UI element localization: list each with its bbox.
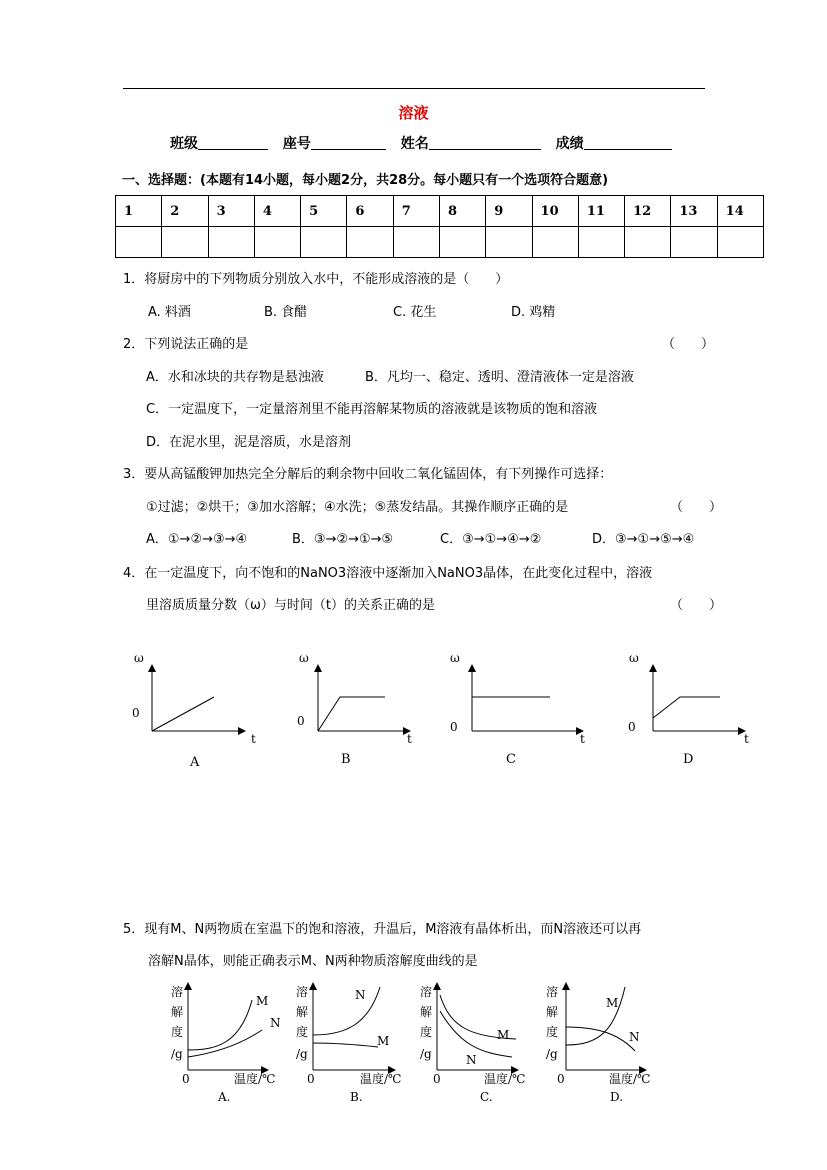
q5-a-curve-label-m: M xyxy=(256,994,269,1008)
q5-d-ylabel-4: /g xyxy=(546,1047,558,1061)
q1-option-d: D. 鸡精 xyxy=(511,305,556,320)
q4-d-curve xyxy=(653,697,720,718)
answer-header-cell: 8 xyxy=(439,196,485,227)
answer-cell[interactable] xyxy=(347,227,393,258)
score-label: 成绩 xyxy=(555,136,584,152)
section-heading: 一、选择题：(本题有14小题，每小题2分，共28分。每小题只有一个选项符合题意) xyxy=(122,173,609,188)
answer-header-cell: 11 xyxy=(578,196,624,227)
score-field[interactable] xyxy=(584,135,672,150)
q5-b-ylabel-2: 解 xyxy=(296,1005,309,1019)
q3-option-c: C．③→①→④→② xyxy=(440,532,542,547)
q5-a-label: A. xyxy=(218,1090,231,1104)
q5-a-ylabel-2: 解 xyxy=(171,1005,184,1019)
q5-a-origin: 0 xyxy=(182,1072,190,1086)
answer-header-cell: 13 xyxy=(671,196,717,227)
q3-line2: ①过滤；②烘干；③加水溶解；④水洗；⑤蒸发结晶。其操作顺序正确的是 xyxy=(146,500,569,515)
q5-b-curve-label-m: M xyxy=(377,1034,390,1048)
q5-d-origin: 0 xyxy=(557,1072,565,1086)
q2-stem: 2．下列说法正确的是 xyxy=(123,337,249,352)
answer-cell[interactable] xyxy=(439,227,485,258)
q5-c-ylabel-4: /g xyxy=(420,1047,432,1061)
q5-a-curve-label-n: N xyxy=(270,1016,281,1030)
answer-header-cell: 9 xyxy=(486,196,532,227)
q5-a-ylabel-3: 度 xyxy=(171,1025,184,1039)
q5-c-curve-label-m: M xyxy=(497,1028,510,1042)
q5-c-ylabel-1: 溶 xyxy=(420,985,433,999)
q4-c-origin: 0 xyxy=(450,720,458,734)
q4-b-origin: 0 xyxy=(297,714,305,728)
q5-graph-a xyxy=(171,983,281,1104)
answer-header-cell: 12 xyxy=(625,196,671,227)
q5-a-curve-m xyxy=(188,1000,252,1050)
q5-c-xlabel: 温度/℃ xyxy=(484,1072,526,1086)
name-field[interactable] xyxy=(429,135,541,150)
answer-cell[interactable] xyxy=(393,227,439,258)
q1-stem: 1．将厨房中的下列物质分别放入水中，不能形成溶液的是（ ） xyxy=(123,272,509,287)
q1-option-a: A. 料酒 xyxy=(148,305,191,320)
q4-a-xaxis: t xyxy=(251,732,256,746)
q5-b-ylabel-3: 度 xyxy=(296,1025,309,1039)
q5-stem-line2: 溶解N晶体，则能正确表示M、N两种物质溶解度曲线的是 xyxy=(148,954,478,969)
q5-graph-c xyxy=(420,983,525,1104)
q5-d-curve-n xyxy=(566,1027,635,1051)
q4-c-yaxis: ω xyxy=(450,651,460,665)
q3-option-d: D．③→①→⑤→④ xyxy=(592,532,695,547)
q5-b-ylabel-1: 溶 xyxy=(296,985,309,999)
seat-field[interactable] xyxy=(311,135,386,150)
q4-stem-line1: 4．在一定温度下，向不饱和的NaNO3溶液中逐渐加入NaNO3晶体，在此变化过程中，溶液 xyxy=(123,566,653,581)
q5-b-curve-m xyxy=(313,1043,378,1047)
q5-a-xlabel: 温度/℃ xyxy=(234,1072,276,1086)
q1-option-b: B. 食醋 xyxy=(264,305,308,320)
q5-d-curve-label-m: M xyxy=(606,996,619,1010)
answer-cell[interactable] xyxy=(254,227,300,258)
q5-d-ylabel-3: 度 xyxy=(546,1025,559,1039)
q1-option-c: C. 花生 xyxy=(393,305,437,320)
q5-stem-line1: 5．现有M、N两物质在室温下的饱和溶液，升温后，M溶液有晶体析出，而N溶液还可以再 xyxy=(123,922,642,937)
q4-a-yaxis: ω xyxy=(134,651,144,665)
q5-graphs xyxy=(0,975,827,1110)
answer-cell[interactable] xyxy=(717,227,763,258)
answer-table-header-row xyxy=(116,196,764,227)
q2-option-b: B．凡均一、稳定、透明、澄清液体一定是溶液 xyxy=(365,370,634,385)
q5-b-ylabel-4: /g xyxy=(296,1047,308,1061)
answer-header-cell: 4 xyxy=(254,196,300,227)
q4-graphs xyxy=(0,640,827,780)
q4-d-origin: 0 xyxy=(628,720,636,734)
q4-graph-d xyxy=(628,651,749,767)
q5-b-origin: 0 xyxy=(307,1072,315,1086)
q4-b-label: B xyxy=(341,752,351,767)
q5-graph-b xyxy=(296,983,401,1104)
q2-option-c: C．一定温度下，一定量溶剂里不能再溶解某物质的溶液就是该物质的饱和溶液 xyxy=(146,402,598,417)
answer-cell[interactable] xyxy=(671,227,717,258)
answer-header-cell: 14 xyxy=(717,196,763,227)
q5-d-xlabel: 温度/℃ xyxy=(609,1072,651,1086)
q5-b-curve-label-n: N xyxy=(355,988,366,1002)
q4-a-origin: 0 xyxy=(132,706,140,720)
q3-stem: 3．要从高锰酸钾加热完全分解后的剩余物中回收二氧化锰固体，有下列操作可选择： xyxy=(123,467,613,482)
q4-stem-line2: 里溶质质量分数（ω）与时间（t）的关系正确的是 xyxy=(146,598,435,613)
answer-header-cell: 2 xyxy=(162,196,208,227)
q5-a-ylabel-4: /g xyxy=(171,1047,183,1061)
q3-answer-paren: （ ） xyxy=(670,500,723,515)
q4-graph-c xyxy=(450,651,585,767)
q5-b-curve-n xyxy=(313,987,380,1035)
q4-a-curve xyxy=(152,697,214,731)
q3-option-a: A．①→②→③→④ xyxy=(146,532,248,547)
q4-a-label: A xyxy=(190,755,200,770)
q2-option-a: A．水和冰块的共存物是悬浊液 xyxy=(146,370,324,385)
q4-c-label: C xyxy=(506,752,516,767)
q5-c-curve-label-n: N xyxy=(466,1053,477,1067)
q4-graph-b xyxy=(297,651,412,767)
q5-c-label: C. xyxy=(480,1090,493,1104)
answer-cell[interactable] xyxy=(486,227,532,258)
answer-header-cell: 6 xyxy=(347,196,393,227)
q5-a-curve-n xyxy=(188,1030,262,1057)
answer-table xyxy=(115,195,764,258)
header-rule xyxy=(123,88,705,89)
page-title: 溶液 xyxy=(398,104,429,122)
q4-d-yaxis: ω xyxy=(629,651,639,665)
q4-graph-a xyxy=(132,651,256,770)
answer-table-blank-row xyxy=(116,227,764,258)
class-label: 班级 xyxy=(170,136,198,152)
answer-cell[interactable] xyxy=(625,227,671,258)
q5-c-origin: 0 xyxy=(433,1072,441,1086)
q5-d-ylabel-2: 解 xyxy=(546,1005,559,1019)
q5-d-curve-label-n: N xyxy=(629,1030,640,1044)
q5-a-ylabel-1: 溶 xyxy=(171,985,184,999)
seat-label: 座号 xyxy=(282,136,311,152)
answer-cell[interactable] xyxy=(208,227,254,258)
q4-b-curve xyxy=(318,697,385,731)
answer-cell[interactable] xyxy=(301,227,347,258)
q5-graph-d xyxy=(546,983,650,1104)
answer-header-cell: 3 xyxy=(208,196,254,227)
answer-header-cell: 5 xyxy=(301,196,347,227)
q5-b-xlabel: 温度/℃ xyxy=(360,1072,402,1086)
q4-b-yaxis: ω xyxy=(299,651,309,665)
q4-d-label: D xyxy=(683,752,694,767)
q4-c-xaxis: t xyxy=(580,732,585,746)
q5-d-label: D. xyxy=(610,1090,624,1104)
student-info-row xyxy=(170,133,682,153)
answer-header-cell: 10 xyxy=(532,196,578,227)
q5-d-ylabel-1: 溶 xyxy=(546,985,559,999)
q5-c-ylabel-2: 解 xyxy=(420,1005,433,1019)
q2-answer-paren: （ ） xyxy=(662,337,715,352)
name-label: 姓名 xyxy=(400,136,429,152)
class-field[interactable] xyxy=(198,135,268,150)
q4-d-xaxis: t xyxy=(744,732,749,746)
answer-header-cell: 1 xyxy=(116,196,162,227)
q2-option-d: D．在泥水里，泥是溶质，水是溶剂 xyxy=(146,435,352,450)
q3-option-b: B．③→②→①→⑤ xyxy=(292,532,394,547)
q4-answer-paren: （ ） xyxy=(670,598,723,613)
answer-cell[interactable] xyxy=(532,227,578,258)
answer-cell[interactable] xyxy=(116,227,162,258)
answer-header-cell: 7 xyxy=(393,196,439,227)
q5-c-ylabel-3: 度 xyxy=(420,1025,433,1039)
answer-cell[interactable] xyxy=(578,227,624,258)
answer-cell[interactable] xyxy=(162,227,208,258)
q5-b-label: B. xyxy=(350,1090,363,1104)
q4-b-xaxis: t xyxy=(407,732,412,746)
